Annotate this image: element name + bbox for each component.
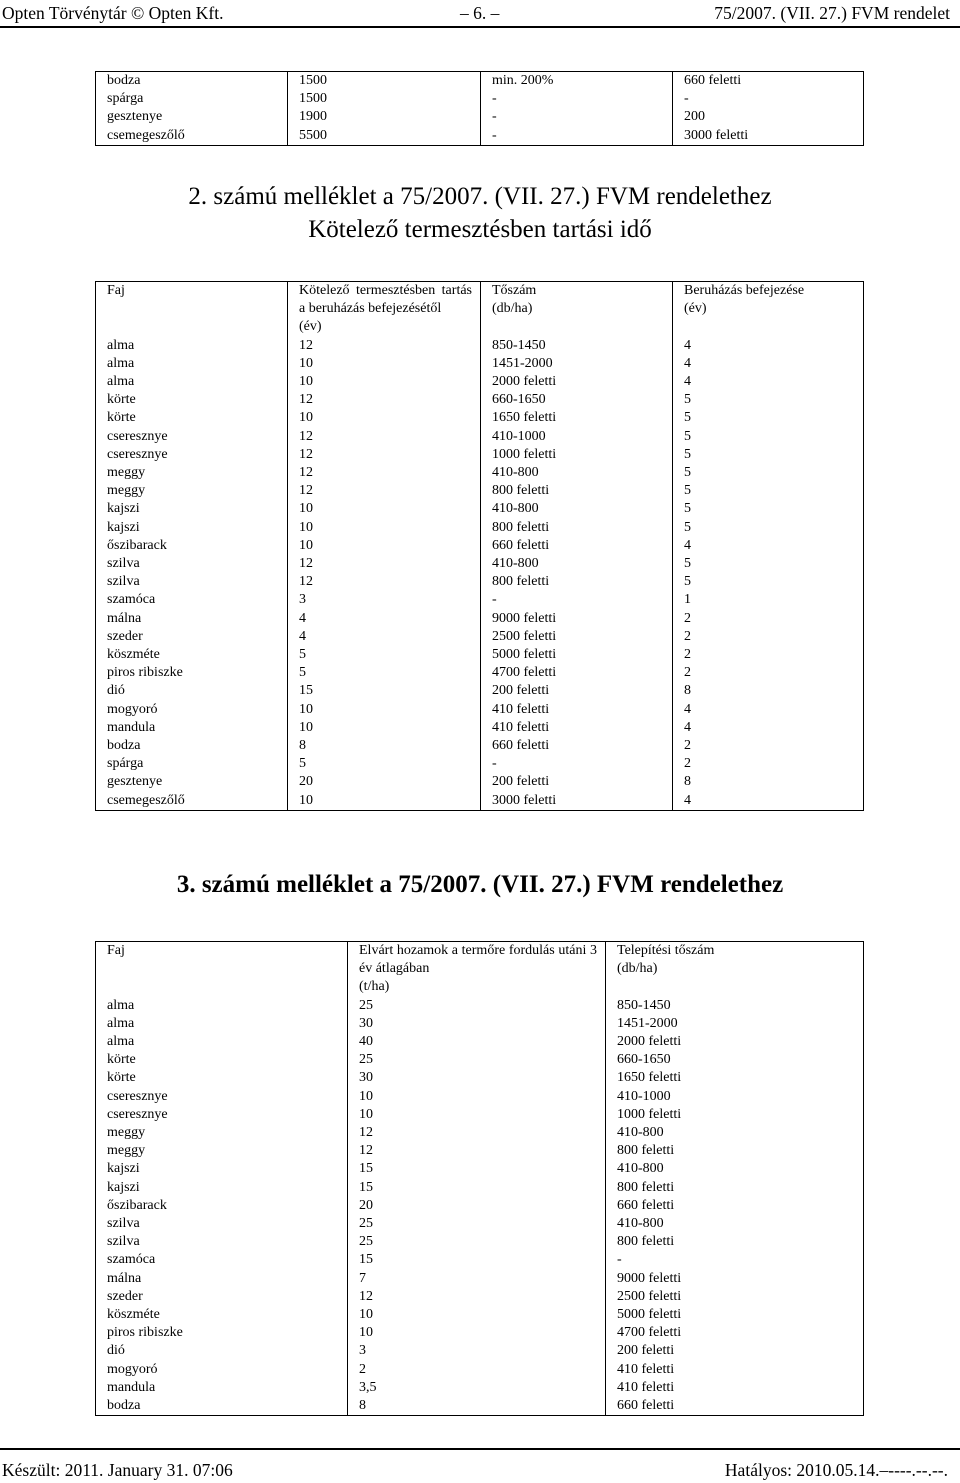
annex2-row-cell: 5: [684, 410, 691, 426]
annex3-row-cell: 2: [348, 1361, 606, 1379]
annex2-row: [96, 610, 864, 628]
annex2-row-cell: 850-1450: [481, 337, 673, 355]
annex2-row-cell: 2: [684, 647, 691, 663]
annex2-row-cell: 12: [288, 446, 481, 464]
annex2-row-cell: 12: [288, 428, 481, 446]
annex2-row-cell: 10: [288, 519, 481, 537]
annex2-row-cell: 410-800: [481, 555, 673, 573]
footer-effective: Hatályos: 2010.05.14.–----.--.--.: [724, 1460, 948, 1480]
annex2-header-row: [96, 282, 864, 337]
annex3-row: [96, 1324, 864, 1342]
annex2-row-cell: 3: [288, 591, 481, 609]
annex3-row-cell: 12: [348, 1124, 606, 1142]
annex2-row: [96, 464, 864, 482]
continuation-row-cell: spárga: [96, 90, 288, 108]
annex3-row-cell: 25: [348, 1215, 606, 1233]
annex2-subtitle: Kötelező termesztésben tartási idő: [308, 216, 652, 243]
annex2-row-cell: alma: [96, 373, 288, 391]
annex3-row-cell: cseresznye: [96, 1106, 348, 1124]
annex2-row-cell: 5000 feletti: [481, 646, 673, 664]
annex2-row: [96, 701, 864, 719]
annex2-row: [96, 500, 864, 518]
annex2-row-cell: 1: [684, 592, 691, 608]
annex2-row-cell: piros ribiszke: [96, 664, 288, 682]
annex2-row-cell: 10: [288, 409, 481, 427]
annex2-row: [96, 519, 864, 537]
annex2-row-cell: 4: [684, 537, 691, 553]
annex3-row: [96, 1179, 864, 1197]
annex2-header-beruhazas-unit: (év): [684, 301, 707, 317]
annex2-row-cell: bodza: [96, 737, 288, 755]
annex2-row-cell: 4700 feletti: [481, 664, 673, 682]
annex3-row-cell: 25: [348, 1051, 606, 1069]
annex2-row: [96, 428, 864, 446]
annex3-row-cell: cseresznye: [96, 1088, 348, 1106]
continuation-row: [96, 90, 864, 108]
annex3-row-cell: körte: [96, 1051, 348, 1069]
annex2-row-cell: kajszi: [96, 519, 288, 537]
annex3-row-cell: 4700 feletti: [617, 1325, 682, 1341]
annex2-header-toszam: [481, 282, 673, 337]
annex3-row-cell: -: [617, 1252, 622, 1268]
annex2-row-cell: 12: [288, 464, 481, 482]
annex3-row: [96, 1142, 864, 1160]
continuation-row: [96, 127, 864, 146]
annex3-row: [96, 1069, 864, 1087]
annex3-row-cell: 20: [348, 1197, 606, 1215]
annex3-row: [96, 1342, 864, 1360]
annex3-row-cell: 800 feletti: [617, 1234, 675, 1250]
annex2-row-cell: 20: [288, 773, 481, 791]
annex2-row-cell: 2000 feletti: [481, 373, 673, 391]
annex2-row: [96, 355, 864, 373]
annex3-row-cell: szilva: [96, 1233, 348, 1251]
annex2-row-cell: körte: [96, 409, 288, 427]
annex2-row: [96, 573, 864, 591]
annex3-row-cell: 1000 feletti: [617, 1106, 682, 1122]
annex2-row: [96, 555, 864, 573]
annex3-row-cell: meggy: [96, 1142, 348, 1160]
annex3-row: [96, 1106, 864, 1124]
annex2-row-cell: körte: [96, 391, 288, 409]
continuation-row-cell: -: [481, 127, 673, 146]
annex2-row-cell: 3000 feletti: [481, 792, 673, 811]
annex2-row-cell: 5: [684, 392, 691, 408]
continuation-row-cell: -: [481, 108, 673, 126]
annex2-row-cell: 8: [684, 683, 691, 699]
annex3-row-cell: alma: [96, 1033, 348, 1051]
annex2-row-cell: 10: [288, 373, 481, 391]
annex3-row-cell: 2500 feletti: [617, 1288, 682, 1304]
annex2-row-cell: 4: [684, 337, 691, 353]
annex3-row-cell: málna: [96, 1270, 348, 1288]
annex3-row: [96, 1233, 864, 1251]
annex2-row-cell: 4: [288, 628, 481, 646]
annex2-row-cell: 10: [288, 719, 481, 737]
annex3-table: [95, 941, 864, 1416]
continuation-row-cell: 660 feletti: [684, 73, 742, 88]
annex2-row-cell: 12: [288, 573, 481, 591]
page-header: [0, 0, 960, 28]
annex3-header-elvart-text: Elvárt hozamok a termőre fordulás utáni 3 év átlagában: [359, 943, 597, 977]
footer-created: Készült: 2011. January 31. 07:06: [2, 1460, 233, 1480]
annex3-row: [96, 1288, 864, 1306]
annex2-row-cell: 8: [288, 737, 481, 755]
annex2-row-cell: 800 feletti: [481, 573, 673, 591]
annex3-row-cell: 660 feletti: [617, 1398, 675, 1414]
annex3-row-cell: 8: [348, 1397, 606, 1416]
continuation-row-cell: 200: [684, 109, 705, 125]
annex2-row: [96, 628, 864, 646]
annex3-row-cell: köszméte: [96, 1306, 348, 1324]
annex3-row-cell: 10: [348, 1306, 606, 1324]
annex3-row-cell: 1650 feletti: [617, 1070, 682, 1086]
annex2-row: [96, 446, 864, 464]
page-footer: [0, 1448, 960, 1483]
annex2-row: [96, 646, 864, 664]
header-publisher: Opten Törvénytár © Opten Kft.: [2, 3, 224, 23]
annex2-row-cell: 10: [288, 701, 481, 719]
annex3-row-cell: 200 feletti: [617, 1343, 675, 1359]
continuation-row-cell: bodza: [96, 72, 288, 91]
annex2-row-cell: 4: [288, 610, 481, 628]
annex3-row-cell: szamóca: [96, 1251, 348, 1269]
annex2-row-cell: 1650 feletti: [481, 409, 673, 427]
annex2-row-cell: 410-800: [481, 500, 673, 518]
header-page-number: – 6. –: [460, 3, 500, 23]
annex3-row-cell: 40: [348, 1033, 606, 1051]
annex3-row: [96, 1251, 864, 1269]
annex3-row-cell: 410-1000: [617, 1088, 671, 1104]
annex2-row-cell: 5: [288, 755, 481, 773]
annex3-row-cell: mandula: [96, 1379, 348, 1397]
annex3-row-cell: 410-800: [617, 1216, 664, 1232]
annex2-row-cell: köszméte: [96, 646, 288, 664]
annex2-header-beruhazas: [673, 282, 864, 337]
annex3-row: [96, 1033, 864, 1051]
continuation-row-cell: 3000 feletti: [684, 127, 749, 143]
annex2-row-cell: 9000 feletti: [481, 610, 673, 628]
annex2-header-toszam-text: Tőszám: [492, 283, 537, 298]
annex2-row: [96, 409, 864, 427]
annex3-row-cell: 9000 feletti: [617, 1270, 682, 1286]
annex2-row-cell: 2: [684, 756, 691, 772]
annex2-row-cell: 410-1000: [481, 428, 673, 446]
annex2-table-body: [96, 337, 864, 811]
annex2-row: [96, 773, 864, 791]
continuation-table-body: [96, 72, 864, 146]
annex3-row: [96, 997, 864, 1015]
annex2-table: [95, 281, 864, 811]
annex2-row: [96, 537, 864, 555]
annex3-row-cell: 1451-2000: [617, 1015, 678, 1031]
continuation-row-cell: -: [481, 90, 673, 108]
annex2-row-cell: 660-1650: [481, 391, 673, 409]
annex3-header-faj: Faj: [96, 942, 348, 997]
continuation-row-cell: gesztenye: [96, 108, 288, 126]
annex2-row-cell: 410 feletti: [481, 719, 673, 737]
annex3-row-cell: 5000 feletti: [617, 1307, 682, 1323]
annex3-row-cell: 3,5: [348, 1379, 606, 1397]
annex3-row-cell: dió: [96, 1342, 348, 1360]
annex2-row-cell: 10: [288, 537, 481, 555]
annex3-row: [96, 1197, 864, 1215]
annex3-row-cell: szeder: [96, 1288, 348, 1306]
annex3-row: [96, 1306, 864, 1324]
annex3-row-cell: 15: [348, 1179, 606, 1197]
annex2-row-cell: szilva: [96, 555, 288, 573]
annex3-header-telepitesi-unit: (db/ha): [617, 961, 658, 977]
annex2-row: [96, 664, 864, 682]
annex2-row: [96, 682, 864, 700]
annex2-row-cell: 10: [288, 355, 481, 373]
annex3-row-cell: 410-800: [617, 1125, 664, 1141]
annex3-row-cell: 7: [348, 1270, 606, 1288]
annex2-row-cell: 5: [684, 465, 691, 481]
annex3-row-cell: kajszi: [96, 1160, 348, 1178]
annex2-row: [96, 337, 864, 355]
annex2-row-cell: 410 feletti: [481, 701, 673, 719]
annex3-row-cell: szilva: [96, 1215, 348, 1233]
annex2-row-cell: 200 feletti: [481, 682, 673, 700]
annex2-row-cell: 4: [684, 374, 691, 390]
annex3-row-cell: 15: [348, 1251, 606, 1269]
annex3-row-cell: piros ribiszke: [96, 1324, 348, 1342]
annex3-row-cell: alma: [96, 997, 348, 1015]
annex2-row-cell: 800 feletti: [481, 519, 673, 537]
annex3-header-elvart: [348, 942, 606, 997]
continuation-row: [96, 108, 864, 126]
annex2-row-cell: 5: [288, 664, 481, 682]
annex2-title: 2. számú melléklet a 75/2007. (VII. 27.) FVM rendelethez: [188, 183, 772, 210]
annex2-row-cell: 5: [684, 446, 691, 462]
annex2-row-cell: 8: [684, 774, 691, 790]
annex3-row-cell: 25: [348, 1233, 606, 1251]
annex2-row-cell: -: [481, 591, 673, 609]
continuation-row-cell: csemegeszőlő: [96, 127, 288, 146]
annex2-row-cell: 5: [684, 556, 691, 572]
continuation-row-cell: min. 200%: [481, 72, 673, 91]
annex2-row-cell: 800 feletti: [481, 482, 673, 500]
annex2-row: [96, 391, 864, 409]
annex3-row: [96, 1215, 864, 1233]
annex2-row-cell: 4: [684, 701, 691, 717]
annex2-header-kotelezo-text: Kötelező termesztésben tartás a beruházás befejezésétől: [299, 283, 472, 317]
annex3-row: [96, 1397, 864, 1416]
annex3-row: [96, 1160, 864, 1178]
annex2-row-cell: 15: [288, 682, 481, 700]
annex3-row: [96, 1051, 864, 1069]
annex2-row: [96, 755, 864, 773]
annex3-row-cell: 30: [348, 1015, 606, 1033]
annex3-header-telepitesi-text: Telepítési tőszám: [617, 943, 715, 958]
annex2-row-cell: őszibarack: [96, 537, 288, 555]
annex2-row-cell: spárga: [96, 755, 288, 773]
annex2-row: [96, 591, 864, 609]
header-document-title: 75/2007. (VII. 27.) FVM rendelet: [714, 3, 950, 23]
annex2-row-cell: 5: [684, 428, 691, 444]
annex3-row: [96, 1015, 864, 1033]
annex3-row-cell: 3: [348, 1342, 606, 1360]
annex2-header-beruhazas-text: Beruházás befejezése: [684, 283, 805, 298]
annex2-row-cell: 2: [684, 610, 691, 626]
annex3-row-cell: 800 feletti: [617, 1179, 675, 1195]
annex2-row: [96, 482, 864, 500]
annex2-row-cell: cseresznye: [96, 428, 288, 446]
annex2-row-cell: 10: [288, 500, 481, 518]
annex3-row: [96, 1088, 864, 1106]
annex3-row-cell: 2000 feletti: [617, 1034, 682, 1050]
annex3-row-cell: alma: [96, 1015, 348, 1033]
annex2-row-cell: csemegeszőlő: [96, 792, 288, 811]
annex3-row-cell: meggy: [96, 1124, 348, 1142]
annex3-row-cell: 12: [348, 1142, 606, 1160]
annex2-row-cell: málna: [96, 610, 288, 628]
annex3-row-cell: 660-1650: [617, 1052, 671, 1068]
annex2-header-faj: Faj: [96, 282, 288, 337]
annex2-row-cell: mandula: [96, 719, 288, 737]
annex3-row-cell: 10: [348, 1088, 606, 1106]
annex2-row-cell: 410-800: [481, 464, 673, 482]
annex3-row-cell: őszibarack: [96, 1197, 348, 1215]
annex2-row-cell: 5: [684, 574, 691, 590]
annex2-header-kotelezo-unit: (év): [299, 319, 322, 335]
annex2-row-cell: szilva: [96, 573, 288, 591]
annex3-row-cell: 850-1450: [617, 997, 671, 1013]
annex3-row-cell: 410 feletti: [617, 1361, 675, 1377]
annex2-row-cell: 2: [684, 738, 691, 754]
annex2-row-cell: 2: [684, 665, 691, 681]
annex2-row-cell: 660 feletti: [481, 737, 673, 755]
annex2-row-cell: 5: [684, 483, 691, 499]
annex3-table-body: [96, 997, 864, 1416]
annex2-row-cell: alma: [96, 355, 288, 373]
annex2-row-cell: 660 feletti: [481, 537, 673, 555]
annex2-row-cell: meggy: [96, 464, 288, 482]
annex2-row-cell: 2500 feletti: [481, 628, 673, 646]
annex3-row-cell: 410-800: [617, 1161, 664, 1177]
annex3-row: [96, 1270, 864, 1288]
annex3-row-cell: 30: [348, 1069, 606, 1087]
annex3-row-cell: 410 feletti: [617, 1379, 675, 1395]
annex2-row: [96, 792, 864, 811]
annex2-row-cell: szamóca: [96, 591, 288, 609]
annex3-row-cell: 10: [348, 1106, 606, 1124]
annex2-row-cell: alma: [96, 337, 288, 355]
annex2-row-cell: gesztenye: [96, 773, 288, 791]
annex2-row-cell: 4: [684, 355, 691, 371]
annex2-row-cell: 5: [684, 519, 691, 535]
continuation-row-cell: 1500: [288, 72, 481, 91]
annex3-title: 3. számú melléklet a 75/2007. (VII. 27.) FVM rendelethez: [176, 871, 784, 898]
annex2-row-cell: 4: [684, 719, 691, 735]
annex3-row-cell: 12: [348, 1288, 606, 1306]
annex2-header-toszam-unit: (db/ha): [492, 301, 533, 317]
annex2-row-cell: kajszi: [96, 500, 288, 518]
annex2-row-cell: szeder: [96, 628, 288, 646]
annex2-row: [96, 719, 864, 737]
annex3-row: [96, 1361, 864, 1379]
annex3-header-elvart-unit: (t/ha): [359, 979, 390, 995]
annex2-row-cell: meggy: [96, 482, 288, 500]
annex2-row-cell: 12: [288, 337, 481, 355]
annex3-row-cell: körte: [96, 1069, 348, 1087]
annex3-row-cell: bodza: [96, 1397, 348, 1416]
annex2-row-cell: 4: [684, 792, 691, 808]
continuation-row-cell: -: [684, 91, 689, 107]
continuation-table: [95, 71, 864, 146]
annex3-row-cell: 10: [348, 1324, 606, 1342]
annex2-row-cell: mogyoró: [96, 701, 288, 719]
annex2-row-cell: 12: [288, 391, 481, 409]
annex3-row-cell: 800 feletti: [617, 1143, 675, 1159]
continuation-row-cell: 5500: [288, 127, 481, 146]
continuation-row-cell: 1900: [288, 108, 481, 126]
annex2-row-cell: cseresznye: [96, 446, 288, 464]
annex2-row-cell: 200 feletti: [481, 773, 673, 791]
annex2-row: [96, 373, 864, 391]
annex2-row-cell: -: [481, 755, 673, 773]
annex3-header-row: [96, 942, 864, 997]
annex3-row-cell: kajszi: [96, 1179, 348, 1197]
annex2-row-cell: 12: [288, 555, 481, 573]
annex2-row-cell: 2: [684, 628, 691, 644]
annex3-header-telepitesi: [606, 942, 864, 997]
annex3-row: [96, 1379, 864, 1397]
annex2-row-cell: 5: [684, 501, 691, 517]
annex3-row-cell: 25: [348, 997, 606, 1015]
continuation-row: [96, 72, 864, 91]
annex2-row-cell: 12: [288, 482, 481, 500]
annex2-row-cell: 5: [288, 646, 481, 664]
annex2-row-cell: 1000 feletti: [481, 446, 673, 464]
annex2-header-kotelezo: [288, 282, 481, 337]
annex3-row: [96, 1124, 864, 1142]
annex3-row-cell: 15: [348, 1160, 606, 1178]
annex2-row-cell: 10: [288, 792, 481, 811]
annex2-row: [96, 737, 864, 755]
annex3-row-cell: mogyoró: [96, 1361, 348, 1379]
continuation-row-cell: 1500: [288, 90, 481, 108]
annex2-row-cell: dió: [96, 682, 288, 700]
annex2-row-cell: 1451-2000: [481, 355, 673, 373]
annex3-row-cell: 660 feletti: [617, 1197, 675, 1213]
